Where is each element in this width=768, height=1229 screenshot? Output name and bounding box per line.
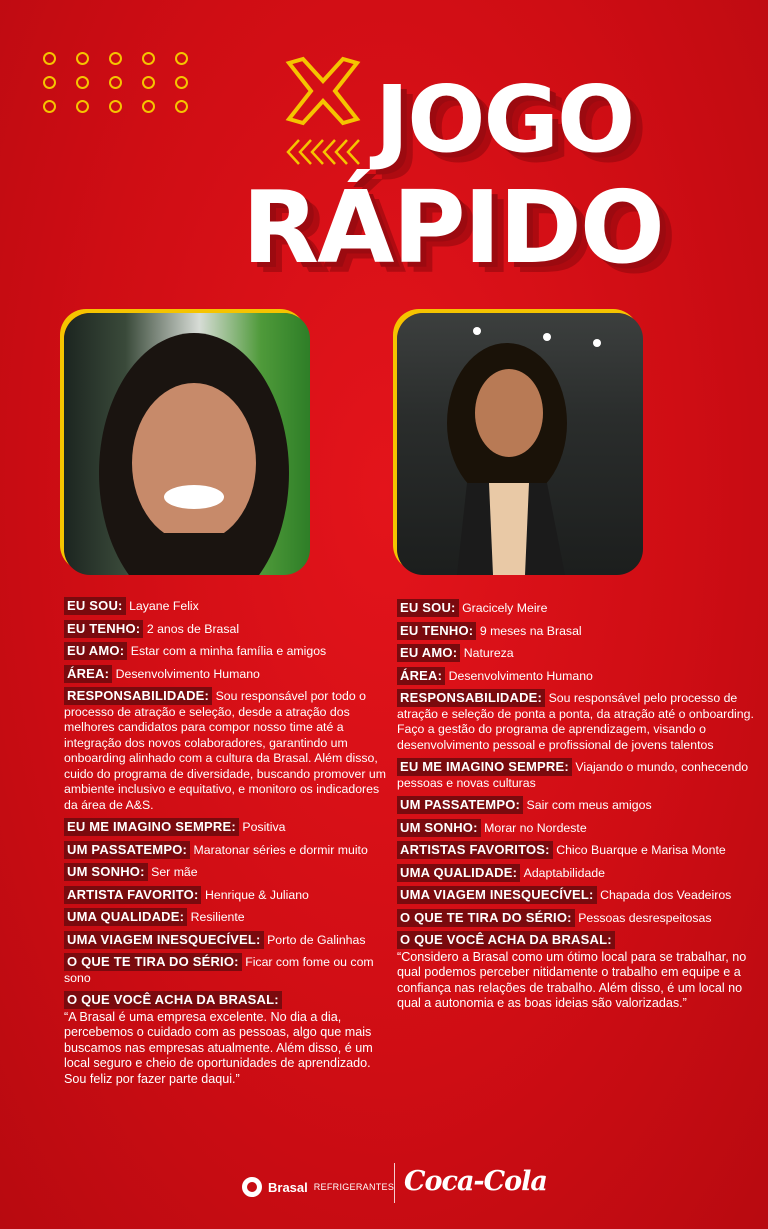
- label-area: ÁREA:: [397, 667, 445, 685]
- label-eu-tenho: EU TENHO:: [64, 620, 143, 638]
- label-me-imagino: EU ME IMAGINO SEMPRE:: [64, 818, 239, 836]
- value-eu-tenho: 9 meses na Brasal: [479, 623, 582, 638]
- label-artista: ARTISTA FAVORITO:: [64, 886, 201, 904]
- label-passatempo: UM PASSATEMPO:: [397, 796, 523, 814]
- value-tira-do-serio: Pessoas desrespeitosas: [578, 910, 712, 925]
- value-responsabilidade: Sou responsável pelo processo de atração e seleção de ponta a ponta, da atração até o onboarding. Faço a gestão do programa de aprendizagem, visando o desenvolvimento pessoal e profissional de jovens talentos: [397, 691, 754, 752]
- value-passatempo: Sair com meus amigos: [526, 798, 652, 812]
- label-me-imagino: EU ME IMAGINO SEMPRE:: [397, 758, 572, 776]
- label-qualidade: UMA QUALIDADE:: [64, 908, 187, 926]
- value-artistas: Chico Buarque e Marisa Monte: [556, 843, 726, 857]
- value-eu-amo: Natureza: [463, 646, 514, 660]
- coca-cola-logo: Coca-Cola: [404, 1166, 547, 1197]
- dot-grid-icon: [43, 52, 193, 118]
- label-sonho: UM SONHO:: [64, 863, 148, 881]
- brasal-sub: REFRIGERANTES: [313, 1182, 395, 1192]
- value-responsabilidade: Sou responsável por todo o processo de atração e seleção, desde a atração dos melhores candidatos para compor nosso time até a integração dos novos colaboradores, garantindo um onboarding alinhado com a cultura da Brasal. Além disso, cuido do programa de diversidade, buscando promover um ambiente inclusivo e equitativo, e monitoro os indicadores da área de A&S.: [64, 689, 386, 812]
- value-passatempo: Maratonar séries e dormir muito: [193, 842, 368, 857]
- label-tira-do-serio: O QUE TE TIRA DO SÉRIO:: [64, 953, 242, 971]
- quote-left: “A Brasal é uma empresa excelente. No dia a dia, percebemos o cuidado com as pessoas, algo que mais buscamos nas empresas atualmente. Além disso, é um local seguro e cheio de oportunidades de aprendizado. Sou feliz por fazer parte daqui.”: [64, 1009, 373, 1086]
- label-responsabilidade: RESPONSABILIDADE:: [397, 689, 545, 707]
- value-eu-amo: Estar com a minha família e amigos: [130, 644, 327, 658]
- x-mark-icon: [285, 55, 361, 127]
- value-qualidade: Resiliente: [190, 910, 245, 924]
- value-area: Desenvolvimento Humano: [115, 666, 260, 681]
- footer-divider: [394, 1163, 395, 1203]
- label-sonho: UM SONHO:: [397, 819, 481, 837]
- label-eu-amo: EU AMO:: [64, 642, 127, 660]
- label-area: ÁREA:: [64, 665, 112, 683]
- value-viagem: Chapada dos Veadeiros: [600, 888, 732, 902]
- label-viagem: UMA VIAGEM INESQUECÍVEL:: [397, 886, 597, 904]
- value-eu-sou: Layane Felix: [129, 599, 199, 613]
- value-me-imagino: Positiva: [242, 820, 286, 834]
- quote-right: “Considero a Brasal como um ótimo local para se trabalhar, no qual podemos perceber nitidamente o trabalho em equipe e a confiança nas relações de trabalho. Além disso, é um local no qual a autonomia e as boas ideias são valorizadas.”: [397, 949, 747, 1010]
- value-area: Desenvolvimento Humano: [448, 668, 593, 683]
- chevron-arrows-icon: [285, 138, 363, 166]
- label-passatempo: UM PASSATEMPO:: [64, 841, 190, 859]
- value-me-imagino: Viajando o mundo, conhecendo pessoas e novas culturas: [397, 760, 749, 790]
- value-eu-sou: Gracicely Meire: [462, 601, 548, 615]
- value-artista: Henrique & Juliano: [204, 887, 309, 902]
- label-eu-sou: EU SOU:: [64, 597, 126, 615]
- label-opiniao: O QUE VOCÊ ACHA DA BRASAL:: [397, 931, 615, 949]
- brasal-ring-icon: [242, 1177, 262, 1197]
- label-opiniao: O QUE VOCÊ ACHA DA BRASAL:: [64, 991, 282, 1009]
- title-line-1: JOGO: [375, 66, 634, 173]
- photo-layane: [64, 313, 310, 575]
- value-tira-do-serio: Ficar com fome ou com sono: [64, 955, 374, 985]
- profile-right: [397, 600, 757, 1012]
- label-tira-do-serio: O QUE TE TIRA DO SÉRIO:: [397, 909, 575, 927]
- label-eu-sou: EU SOU:: [397, 599, 459, 617]
- value-sonho: Morar no Nordeste: [484, 820, 587, 835]
- photo-gracicely: [397, 313, 643, 575]
- label-responsabilidade: RESPONSABILIDADE:: [64, 687, 212, 705]
- value-sonho: Ser mãe: [151, 865, 198, 879]
- brasal-name: Brasal: [268, 1179, 308, 1195]
- profile-left: [64, 598, 394, 1087]
- value-viagem: Porto de Galinhas: [267, 932, 366, 947]
- title-line-2: RÁPIDO: [242, 169, 663, 286]
- label-eu-amo: EU AMO:: [397, 644, 460, 662]
- label-eu-tenho: EU TENHO:: [397, 622, 476, 640]
- label-viagem: UMA VIAGEM INESQUECÍVEL:: [64, 931, 264, 949]
- brasal-logo: [242, 1172, 394, 1202]
- value-eu-tenho: 2 anos de Brasal: [146, 621, 240, 636]
- label-qualidade: UMA QUALIDADE:: [397, 864, 520, 882]
- label-artistas: ARTISTAS FAVORITOS:: [397, 841, 553, 859]
- value-qualidade: Adaptabilidade: [523, 865, 606, 880]
